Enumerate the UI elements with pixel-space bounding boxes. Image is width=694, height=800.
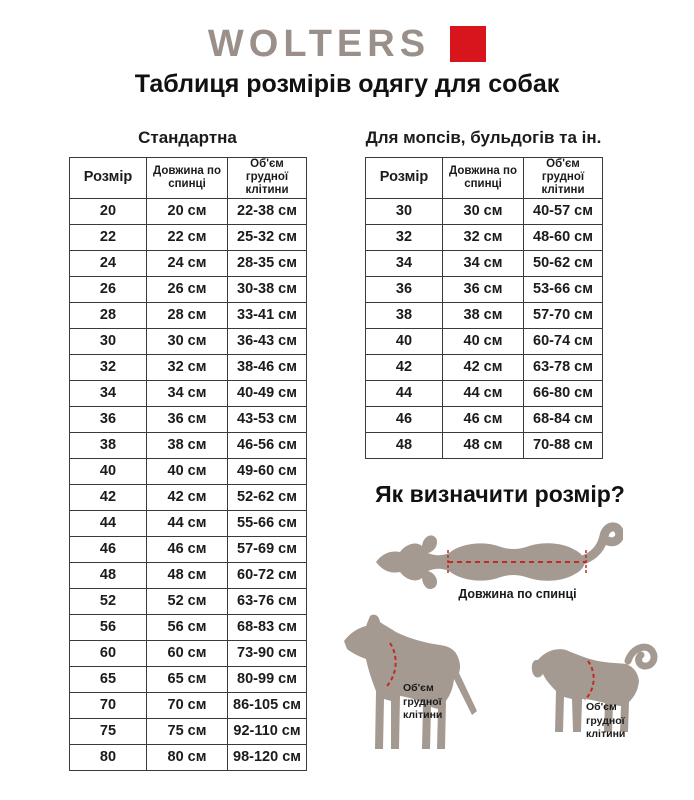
table-cell: 80 см bbox=[147, 744, 228, 770]
table-cell: 52-62 см bbox=[228, 484, 307, 510]
table-row bbox=[366, 354, 603, 380]
table-cell: 68-84 см bbox=[524, 406, 603, 432]
table-cell: 33-41 см bbox=[228, 302, 307, 328]
column-header-chest: Об'єм грудної клітини bbox=[524, 158, 603, 199]
table-row bbox=[70, 692, 307, 718]
table-cell: 46 bbox=[366, 406, 443, 432]
table-cell: 38 bbox=[70, 432, 147, 458]
table-row bbox=[70, 718, 307, 744]
chest-label-line: Об'єм bbox=[586, 701, 617, 713]
table-cell: 60 bbox=[70, 640, 147, 666]
table-cell: 49-60 см bbox=[228, 458, 307, 484]
page-title: Таблиця розмірів одягу для собак bbox=[134, 70, 560, 98]
table-cell: 30 bbox=[70, 328, 147, 354]
table-cell: 46 см bbox=[147, 536, 228, 562]
table-cell: 30-38 см bbox=[228, 276, 307, 302]
table-cell: 42 см bbox=[443, 354, 524, 380]
table-row bbox=[70, 458, 307, 484]
table-cell: 56 см bbox=[147, 614, 228, 640]
table-row bbox=[70, 354, 307, 380]
table-row bbox=[70, 510, 307, 536]
chest-label bbox=[586, 701, 625, 742]
table-cell: 40 bbox=[70, 458, 147, 484]
table-row bbox=[366, 432, 603, 458]
table-cell: 28 bbox=[70, 302, 147, 328]
table-cell: 52 bbox=[70, 588, 147, 614]
table-cell: 40 см bbox=[443, 328, 524, 354]
table-cell: 66-80 см bbox=[524, 380, 603, 406]
table-cell: 40-49 см bbox=[228, 380, 307, 406]
table-cell: 73-90 см bbox=[228, 640, 307, 666]
table-cell: 80-99 см bbox=[228, 666, 307, 692]
table-header-row bbox=[70, 158, 307, 199]
table-cell: 34 см bbox=[147, 380, 228, 406]
table-cell: 48 см bbox=[443, 432, 524, 458]
table-cell: 65 bbox=[70, 666, 147, 692]
table-cell: 60-74 см bbox=[524, 328, 603, 354]
table-cell: 28-35 см bbox=[228, 250, 307, 276]
table-cell: 26 bbox=[70, 276, 147, 302]
dog-tail bbox=[583, 527, 620, 560]
table-cell: 22 bbox=[70, 224, 147, 250]
table-row bbox=[366, 380, 603, 406]
table-cell: 26 см bbox=[147, 276, 228, 302]
table-cell: 55-66 см bbox=[228, 510, 307, 536]
table-row bbox=[366, 224, 603, 250]
table-cell: 52 см bbox=[147, 588, 228, 614]
table-cell: 75 bbox=[70, 718, 147, 744]
table-row bbox=[70, 536, 307, 562]
table-cell: 56 bbox=[70, 614, 147, 640]
table-cell: 70 см bbox=[147, 692, 228, 718]
column-header-chest: Об'єм грудної клітини bbox=[228, 158, 307, 199]
table-cell: 36 см bbox=[443, 276, 524, 302]
table-cell: 36 bbox=[366, 276, 443, 302]
table-row bbox=[366, 406, 603, 432]
dog-top-view-silhouette bbox=[376, 535, 585, 589]
column-header-back-length: Довжина по спинці bbox=[147, 158, 228, 199]
table-cell: 57-69 см bbox=[228, 536, 307, 562]
table-row bbox=[366, 198, 603, 224]
table-cell: 44 см bbox=[147, 510, 228, 536]
table-cell: 86-105 см bbox=[228, 692, 307, 718]
table-row bbox=[70, 588, 307, 614]
table-cell: 44 bbox=[366, 380, 443, 406]
standard-table-section bbox=[69, 128, 306, 771]
table-cell: 48 см bbox=[147, 562, 228, 588]
table-cell: 32 bbox=[70, 354, 147, 380]
table-row bbox=[70, 276, 307, 302]
table-cell: 28 см bbox=[147, 302, 228, 328]
table-row bbox=[70, 432, 307, 458]
table-cell: 22-38 см bbox=[228, 198, 307, 224]
table-row bbox=[70, 224, 307, 250]
table-cell: 63-78 см bbox=[524, 354, 603, 380]
table-cell: 60 см bbox=[147, 640, 228, 666]
table-header-row bbox=[366, 158, 603, 199]
table-cell: 48 bbox=[366, 432, 443, 458]
table-cell: 98-120 см bbox=[228, 744, 307, 770]
table-row bbox=[70, 744, 307, 770]
chest-label bbox=[403, 682, 442, 723]
pugs-size-table bbox=[365, 157, 603, 459]
table-cell: 34 bbox=[366, 250, 443, 276]
chest-label-line: грудної bbox=[403, 695, 442, 708]
table-cell: 32 см bbox=[443, 224, 524, 250]
table-cell: 42 bbox=[366, 354, 443, 380]
table-row bbox=[70, 614, 307, 640]
table-row bbox=[70, 250, 307, 276]
table-cell: 40 bbox=[366, 328, 443, 354]
table-row bbox=[366, 276, 603, 302]
guide-heading: Як визначити розмір? bbox=[375, 481, 625, 507]
table-cell: 44 см bbox=[443, 380, 524, 406]
table-cell: 70-88 см bbox=[524, 432, 603, 458]
table-cell: 30 см bbox=[443, 198, 524, 224]
table-cell: 36 см bbox=[147, 406, 228, 432]
chest-label-line: Об'єм bbox=[403, 682, 434, 694]
table-cell: 46-56 см bbox=[228, 432, 307, 458]
table-cell: 44 bbox=[70, 510, 147, 536]
table-cell: 42 см bbox=[147, 484, 228, 510]
table-row bbox=[70, 562, 307, 588]
table-cell: 75 см bbox=[147, 718, 228, 744]
table-cell: 53-66 см bbox=[524, 276, 603, 302]
table-cell: 63-76 см bbox=[228, 588, 307, 614]
table-cell: 36-43 см bbox=[228, 328, 307, 354]
table-cell: 46 см bbox=[443, 406, 524, 432]
chest-label-line: клітини bbox=[586, 728, 626, 741]
table-cell: 24 bbox=[70, 250, 147, 276]
table-cell: 43-53 см bbox=[228, 406, 307, 432]
table-row bbox=[70, 198, 307, 224]
table-cell: 65 см bbox=[147, 666, 228, 692]
table-row bbox=[70, 666, 307, 692]
table-cell: 48-60 см bbox=[524, 224, 603, 250]
table-cell: 34 см bbox=[443, 250, 524, 276]
table-cell: 40 см bbox=[147, 458, 228, 484]
table-cell: 92-110 см bbox=[228, 718, 307, 744]
standard-size-table bbox=[69, 157, 307, 771]
table-cell: 38 см bbox=[147, 432, 228, 458]
brand-logo bbox=[0, 22, 694, 66]
standard-table-title: Стандартна bbox=[138, 128, 237, 147]
table-cell: 42 bbox=[70, 484, 147, 510]
table-cell: 38-46 см bbox=[228, 354, 307, 380]
table-cell: 48 bbox=[70, 562, 147, 588]
pugs-table-section bbox=[365, 128, 602, 459]
table-cell: 50-62 см bbox=[524, 250, 603, 276]
pugs-table-title: Для мопсів, бульдогів та ін. bbox=[365, 128, 602, 147]
column-header-size: Розмір bbox=[70, 158, 147, 199]
column-header-back-length: Довжина по спинці bbox=[443, 158, 524, 199]
table-cell: 24 см bbox=[147, 250, 228, 276]
table-cell: 30 см bbox=[147, 328, 228, 354]
table-cell: 46 bbox=[70, 536, 147, 562]
brand-logo-text: WOLTERS bbox=[207, 23, 431, 65]
chest-label-line: клітини bbox=[403, 709, 443, 722]
table-row bbox=[70, 302, 307, 328]
table-cell: 60-72 см bbox=[228, 562, 307, 588]
table-cell: 36 bbox=[70, 406, 147, 432]
table-cell: 32 см bbox=[147, 354, 228, 380]
table-cell: 38 bbox=[366, 302, 443, 328]
table-cell: 70 bbox=[70, 692, 147, 718]
table-row bbox=[366, 302, 603, 328]
table-row bbox=[70, 380, 307, 406]
table-cell: 20 bbox=[70, 198, 147, 224]
chest-label-line: грудної bbox=[586, 714, 625, 727]
table-cell: 38 см bbox=[443, 302, 524, 328]
table-cell: 34 bbox=[70, 380, 147, 406]
table-cell: 22 см bbox=[147, 224, 228, 250]
table-cell: 20 см bbox=[147, 198, 228, 224]
table-cell: 32 bbox=[366, 224, 443, 250]
table-row bbox=[366, 328, 603, 354]
column-header-size: Розмір bbox=[366, 158, 443, 199]
bulldog-curled-tail bbox=[628, 647, 654, 666]
dog-top-view-illustration bbox=[368, 515, 623, 595]
table-row bbox=[70, 328, 307, 354]
table-cell: 80 bbox=[70, 744, 147, 770]
brand-logo-square-icon bbox=[450, 26, 486, 62]
table-cell: 57-70 см bbox=[524, 302, 603, 328]
table-cell: 68-83 см bbox=[228, 614, 307, 640]
table-row bbox=[70, 640, 307, 666]
table-row bbox=[366, 250, 603, 276]
back-length-label: Довжина по спинці bbox=[458, 587, 577, 601]
table-row bbox=[70, 484, 307, 510]
table-cell: 25-32 см bbox=[228, 224, 307, 250]
table-row bbox=[70, 406, 307, 432]
table-cell: 40-57 см bbox=[524, 198, 603, 224]
table-cell: 30 bbox=[366, 198, 443, 224]
